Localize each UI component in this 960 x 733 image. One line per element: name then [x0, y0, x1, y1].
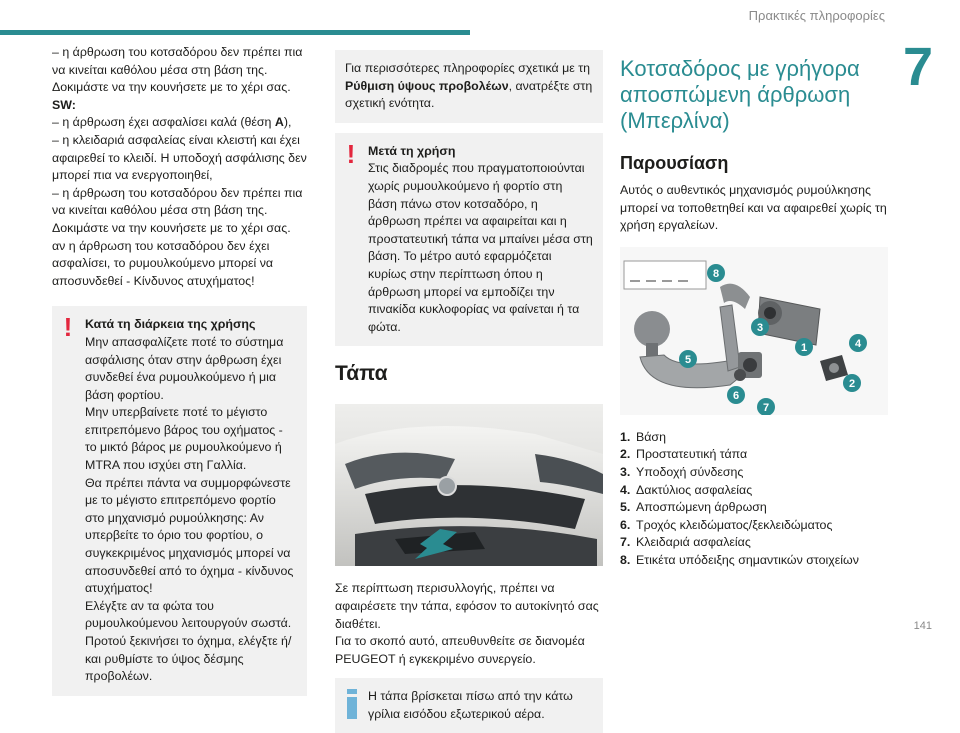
- reference-box: [335, 50, 603, 123]
- info-icon: [347, 689, 357, 719]
- text-run: Για περισσότερες πληροφορίες σχετικά με τη: [345, 61, 591, 75]
- column-right: [620, 44, 888, 570]
- sw-label: SW:: [52, 97, 76, 112]
- page-title: Κοτσαδόρος με γρήγορα αποσπώμενη άρθρωση (Μπερλίνα): [620, 56, 860, 133]
- info-box: [335, 678, 603, 733]
- warning-box-usage: [52, 306, 307, 695]
- section-title: Πρακτικές πληροφορίες: [748, 8, 885, 23]
- warning-line: Θα πρέπει πάντα να συμμορφώνεστε με το μέγιστο επιτρεπόμενο φορτίο στο μηχανισμό ρυμούλκησης: Αν υπερβείτε το όριο του φορτίου, ο συγκεκριμένος μηχανισμός μπορεί να αποσυνδεθεί από το όχημα - κίνδυνος ατυχήματος!: [85, 475, 294, 596]
- page-number: 141: [913, 620, 932, 632]
- legend-item: [620, 446, 888, 464]
- legend-number: 7.: [620, 535, 631, 550]
- legend-text: Κλειδαριά ασφαλείας: [636, 535, 751, 550]
- warning-title: Κατά τη διάρκεια της χρήσης: [85, 317, 256, 332]
- car-front-illustration: [335, 404, 603, 566]
- warning-box-after-use: [335, 133, 603, 347]
- warning-line: Προτού ξεκινήσει το όχημα, ελέγξτε ή/και ρυθμίστε το ύψος δέσμης προβολέων.: [85, 634, 292, 684]
- legend-item: [620, 534, 888, 552]
- paragraph: Σε περίπτωση περισυλλογής, πρέπει να αφαιρέσετε την τάπα, εφόσον το αυτοκίνητό σας διαθέτει.: [335, 581, 599, 631]
- diagram-callout: 5: [684, 353, 692, 366]
- section-heading-cap: Τάπα: [335, 362, 388, 386]
- warning-text: Στις διαδρομές που πραγματοποιούνται χωρίς ρυμουλκούμενο ή φορτίο στη βάση πάνω στον κοτσαδόρο, η άρθρωση πρέπει να αφαιρείται και η προστατευτική τάπα να μπαίνει μέσα στη βάση. Το μέτρο αυτό εφαρμόζεται κυρίως στην περίπτωση όπου η άρθρωση μπορεί να εμποδίζει την πινακίδα κυκλοφορίας να φαίνεται ή τα φώτα.: [368, 161, 593, 334]
- legend-item: [620, 464, 888, 482]
- text-run: ),: [283, 115, 292, 130]
- legend-item: [620, 517, 888, 535]
- legend-number: 3.: [620, 464, 631, 479]
- legend-text: Υποδοχή σύνδεσης: [636, 464, 744, 479]
- paragraph: αν η άρθρωση του κοτσαδόρου δεν έχει ασφαλίσει, το ρυμουλκούμενο μπορεί να αποσυνδεθεί - Κίνδυνος ατυχήματος!: [52, 238, 274, 288]
- legend-item: [620, 552, 888, 570]
- legend-item: [620, 482, 888, 500]
- subsection-heading: Παρουσίαση: [620, 153, 729, 173]
- legend-text: Προστατευτική τάπα: [636, 447, 748, 462]
- legend-number: 6.: [620, 517, 631, 532]
- chapter-number: 7: [902, 37, 934, 97]
- warning-line: Μην υπερβαίνετε ποτέ το μέγιστο επιτρεπόμενο βάρος του οχήματος - το μικτό βάρος με ρυμουλκούμενο ή MTRA που ισχύει στη Γαλλία.: [85, 405, 283, 473]
- diagram-callout: 1: [800, 341, 808, 354]
- legend-text: Αποσπώμενη άρθρωση: [636, 500, 767, 515]
- diagram-callout: 7: [762, 401, 770, 414]
- paragraph: [345, 60, 593, 113]
- diagram-callout: 3: [756, 321, 764, 334]
- legend-item: [620, 499, 888, 517]
- info-text: Η τάπα βρίσκεται πίσω από την κάτω γρίλια εισόδου εξωτερικού αέρα.: [368, 689, 573, 721]
- column-middle: [335, 44, 603, 733]
- legend-text: Βάση: [636, 429, 666, 444]
- warning-title: Μετά τη χρήση: [368, 143, 456, 158]
- legend-text: Ετικέτα υπόδειξης σημαντικών στοιχείων: [636, 552, 859, 567]
- towbar-diagram: [620, 247, 888, 415]
- paragraph: Για το σκοπό αυτό, απευθυνθείτε σε διανομέα PEUGEOT ή εγκεκριμένο συνεργείο.: [335, 634, 585, 666]
- paragraph: – η κλειδαριά ασφαλείας είναι κλειστή και έχει αφαιρεθεί το κλειδί. Η υποδοχή ασφάλισης δεν μπορεί πια να ενεργοποιηθεί,: [52, 132, 307, 183]
- reference-link[interactable]: Ρύθμιση ύψους προβολέων: [345, 78, 509, 93]
- legend-number: 4.: [620, 482, 631, 497]
- position-label: A: [274, 115, 284, 130]
- paragraph: [52, 114, 307, 132]
- legend-list: [620, 429, 888, 570]
- text-run: , ανατρέξτε στη σχετική ενότητα.: [345, 78, 593, 111]
- legend-item: [620, 429, 888, 447]
- legend-number: 2.: [620, 447, 631, 462]
- warning-icon: !: [63, 312, 73, 343]
- diagram-callout: 2: [848, 377, 856, 390]
- diagram-callout: 8: [712, 267, 720, 280]
- car-front-photo: [335, 404, 603, 566]
- diagram-callout: 6: [732, 389, 740, 402]
- paragraph: – η άρθρωση του κοτσαδόρου δεν πρέπει πια να κινείται καθόλου μέσα στη βάση της. Δοκιμάστε να την κουνήσετε με το χέρι σας.: [52, 45, 303, 95]
- legend-text: Δακτύλιος ασφαλείας: [636, 482, 753, 497]
- legend-number: 8.: [620, 552, 631, 567]
- warning-line: Μην απασφαλίζετε ποτέ το σύστημα ασφάλισης όταν στην άρθρωση έχει συνδεθεί ένα ρυμουλκούμενο ή μια βάση φορτίου.: [85, 334, 284, 402]
- legend-number: 5.: [620, 500, 631, 515]
- legend-text: Τροχός κλειδώματος/ξεκλειδώματος: [636, 517, 833, 532]
- paragraph: Αυτός ο αυθεντικός μηχανισμός ρυμούλκησης μπορεί να τοποθετηθεί και να αφαιρεθεί χωρίς τη χρήση εργαλείων.: [620, 183, 887, 233]
- column-left: [52, 44, 307, 696]
- warning-icon: !: [346, 138, 356, 169]
- diagram-callout: 4: [854, 337, 862, 350]
- towbar-illustration: [620, 247, 888, 415]
- warning-line: Ελέγξτε αν τα φώτα του ρυμουλκούμενου λειτουργούν σωστά.: [85, 598, 292, 631]
- top-accent-bar: [0, 30, 470, 35]
- legend-number: 1.: [620, 429, 631, 444]
- text-run: – η άρθρωση έχει ασφαλίσει καλά (θέση: [52, 115, 275, 130]
- paragraph: – η άρθρωση του κοτσαδόρου δεν πρέπει πια να κινείται καθόλου μέσα στη βάση της. Δοκιμάστε να την κουνήσετε με το χέρι σας.: [52, 185, 303, 235]
